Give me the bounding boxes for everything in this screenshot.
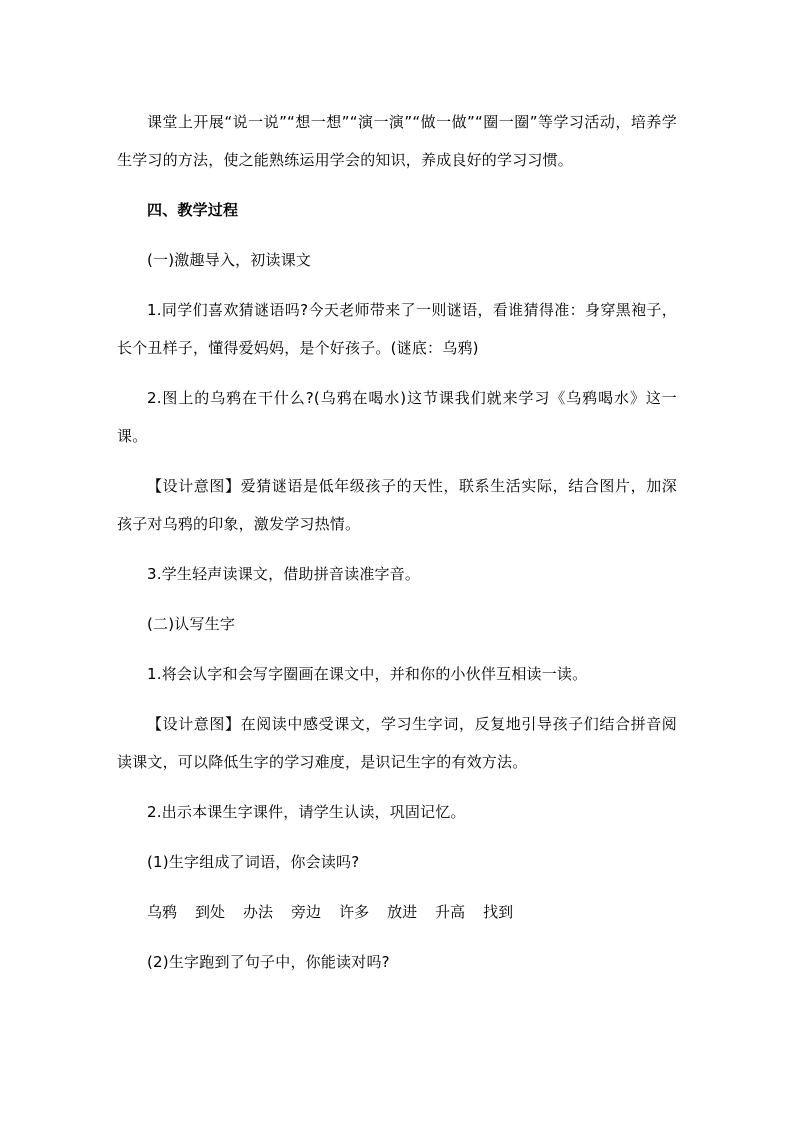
paragraph-riddle: 1.同学们喜欢猜谜语吗?今天老师带来了一则谜语，看谁猜得准：身穿黑袍子，长个丑样子，懂得爱妈妈，是个好孩子。(谜底：乌鸦)	[117, 301, 677, 357]
paragraph-circle-characters: 1.将会认字和会写字圈画在课文中，并和你的小伙伴互相读一读。	[147, 665, 588, 683]
word-item: 乌鸦	[147, 903, 178, 921]
word-list	[117, 893, 677, 931]
paragraph-design-intent-1: 【设计意图】爱猜谜语是低年级孩子的天性，联系生活实际，结合图片，加深孩子对乌鸦的印象，激发学习热情。	[117, 477, 677, 533]
paragraph-show-courseware: 2.出示本课生字课件，请学生认读，巩固记忆。	[147, 803, 466, 821]
subheading-introduction: (一)激趣导入，初读课文	[147, 251, 312, 269]
word-item: 许多	[339, 903, 370, 921]
section-heading-teaching-process: 四、教学过程	[147, 201, 239, 219]
word-item: 放进	[387, 903, 418, 921]
paragraph-word-question: (1)生字组成了词语，你会读吗?	[147, 853, 360, 871]
word-item: 到处	[195, 903, 226, 921]
word-item: 找到	[483, 903, 514, 921]
word-item: 旁边	[291, 903, 322, 921]
paragraph-sentence-question: (2)生字跑到了句子中，你能读对吗?	[147, 953, 390, 971]
document-content	[117, 103, 677, 993]
word-item: 办法	[243, 903, 274, 921]
paragraph-read-aloud: 3.学生轻声读课文，借助拼音读准字音。	[147, 565, 421, 583]
paragraph-activities: 课堂上开展“说一说”“想一想”“演一演”“做一做”“圈一圈”等学习活动，培养学生学习的方法，使之能熟练运用学会的知识，养成良好的学习习惯。	[117, 113, 677, 169]
word-item: 升高	[435, 903, 466, 921]
paragraph-picture-question: 2.图上的乌鸦在干什么?(乌鸦在喝水)这节课我们就来学习《乌鸦喝水》这一课。	[117, 389, 677, 445]
subheading-learn-characters: (二)认写生字	[147, 615, 236, 633]
paragraph-design-intent-2: 【设计意图】在阅读中感受课文，学习生字词，反复地引导孩子们结合拼音阅读课文，可以降低生字的学习难度，是识记生字的有效方法。	[117, 715, 677, 771]
